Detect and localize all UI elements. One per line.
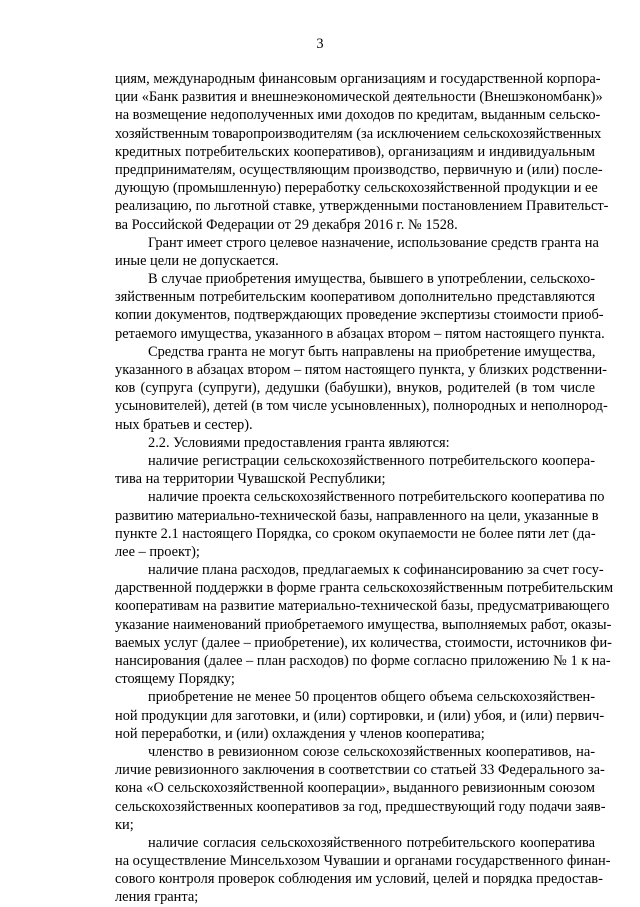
text-line: иные цели не допускается. <box>115 252 279 269</box>
text-line: нансирования (далее – план расходов) по форме согласно приложению № 1 к на- <box>115 653 611 669</box>
paragraph <box>115 452 595 488</box>
text-line: ных братьев и сестер). <box>115 416 253 433</box>
text-line: ретаемого имущества, указанного в абзацах втором – пятом настоящего пункта. <box>115 325 605 342</box>
text-line: ции «Банк развития и внешнеэкономической деятельности (Внешэкономбанк)» <box>115 89 603 106</box>
text-line: наличие проекта сельскохозяйственного потребительского кооператива по <box>148 489 605 506</box>
text-line: наличие регистрации сельскохозяйственного потребительского коопера- <box>148 452 595 469</box>
text-line: стоящему Порядку; <box>115 671 235 688</box>
text-line: усыновителей), детей (в том числе усыновленных), полнородных и неполнород- <box>115 398 608 415</box>
text-line: наличие плана расходов, предлагаемых к софинансированию за счет госу- <box>148 562 604 579</box>
paragraph <box>115 70 609 234</box>
text-line: ков (супруга (супруги), дедушки (бабушки), внуков, родителей (в том числе <box>115 380 595 397</box>
text-line: сового контроля проверок соблюдения им условий, целей и порядка предостав- <box>115 871 603 888</box>
text-line: Средства гранта не могут быть направлены на приобретение имущества, <box>148 343 596 360</box>
text-line: циям, международным финансовым организациям и государственной корпора- <box>115 71 601 87</box>
text-line: ваемых услуг (далее – приобретение), их количества, стоимости, источников фи- <box>115 634 612 651</box>
paragraph <box>115 743 606 834</box>
document-body <box>115 70 614 907</box>
text-line: кона «О сельскохозяйственной кооперации», выданного ревизионным союзом <box>115 780 595 797</box>
text-line: на возмещение недополученных ими доходов по кредитам, выданным сельско- <box>115 107 601 124</box>
page-number: 3 <box>316 36 324 52</box>
text-line: дарственной поддержки в форме гранта сельскохозяйственным потребительским <box>115 580 614 597</box>
text-line: ки; <box>115 816 134 833</box>
paragraph <box>115 834 611 907</box>
text-line: развитию материально-технической базы, направленного на цели, указанные в <box>115 507 599 524</box>
text-line: кооперативам на развитие материально-технической базы, предусматривающего <box>115 598 610 615</box>
text-line: тива на территории Чувашской Республики; <box>115 471 386 488</box>
text-line: наличие согласия сельскохозяйственного потребительского кооператива <box>148 834 595 851</box>
paragraph <box>115 434 595 452</box>
text-line: лее – проект); <box>115 543 200 560</box>
text-line: дующую (промышленную) переработку сельскохозяйственной продукции и ее <box>115 180 598 197</box>
text-line: ления гранта; <box>115 889 199 906</box>
text-line: реализацию, по льготной ставке, утвержденными постановлением Правительст- <box>115 198 609 215</box>
paragraph <box>115 270 605 343</box>
text-line: хозяйственным товаропроизводителям (за исключением сельскохозяйственных <box>115 125 602 142</box>
text-line: В случае приобретения имущества, бывшего в употреблении, сельскохо- <box>148 271 595 288</box>
paragraph <box>115 561 614 688</box>
text-line: предпринимателям, осуществляющим производство, первичную и (или) после- <box>115 161 603 178</box>
text-line: сельскохозяйственных кооперативов за год, предшествующий году подачи заяв- <box>115 798 606 815</box>
text-line: Грант имеет строго целевое назначение, использование средств гранта на <box>148 234 599 251</box>
paragraph <box>115 343 608 434</box>
text-line: пункте 2.1 настоящего Порядка, со сроком окупаемости не более пяти лет (да- <box>115 525 596 542</box>
text-line: копии документов, подтверждающих проведение экспертизы стоимости приоб- <box>115 307 604 324</box>
text-line: членство в ревизионном союзе сельскохозяйственных кооперативов, на- <box>148 743 595 760</box>
text-line: ной переработки, и (или) охлаждения у членов кооператива; <box>115 725 485 742</box>
text-line: ной продукции для заготовки, и (или) сортировки, и (или) убоя, и (или) первич- <box>115 707 605 724</box>
paragraph <box>115 234 599 270</box>
text-line: указание наименований приобретаемого имущества, выполняемых работ, оказы- <box>115 616 612 633</box>
text-line: на осуществление Минсельхозом Чувашии и органами государственного финан- <box>115 853 611 870</box>
text-line: личие ревизионного заключения в соответствии со статьей 33 Федерального за- <box>115 762 605 779</box>
paragraph <box>115 488 605 561</box>
text-line: приобретение не менее 50 процентов общего объема сельскохозяйствен- <box>148 689 595 706</box>
text-line: кредитных потребительских кооперативов), организациям и индивидуальным <box>115 143 595 160</box>
text-line: указанного в абзацах втором – пятом настоящего пункта, у близких родственни- <box>115 362 607 378</box>
paragraph <box>115 688 605 743</box>
text-line: 2.2. Условиями предоставления гранта являются: <box>148 434 450 451</box>
text-line: ва Российской Федерации от 29 декабря 2016 г. № 1528. <box>115 216 458 233</box>
text-line: зяйственным потребительским кооперативом дополнительно представляются <box>115 289 595 306</box>
